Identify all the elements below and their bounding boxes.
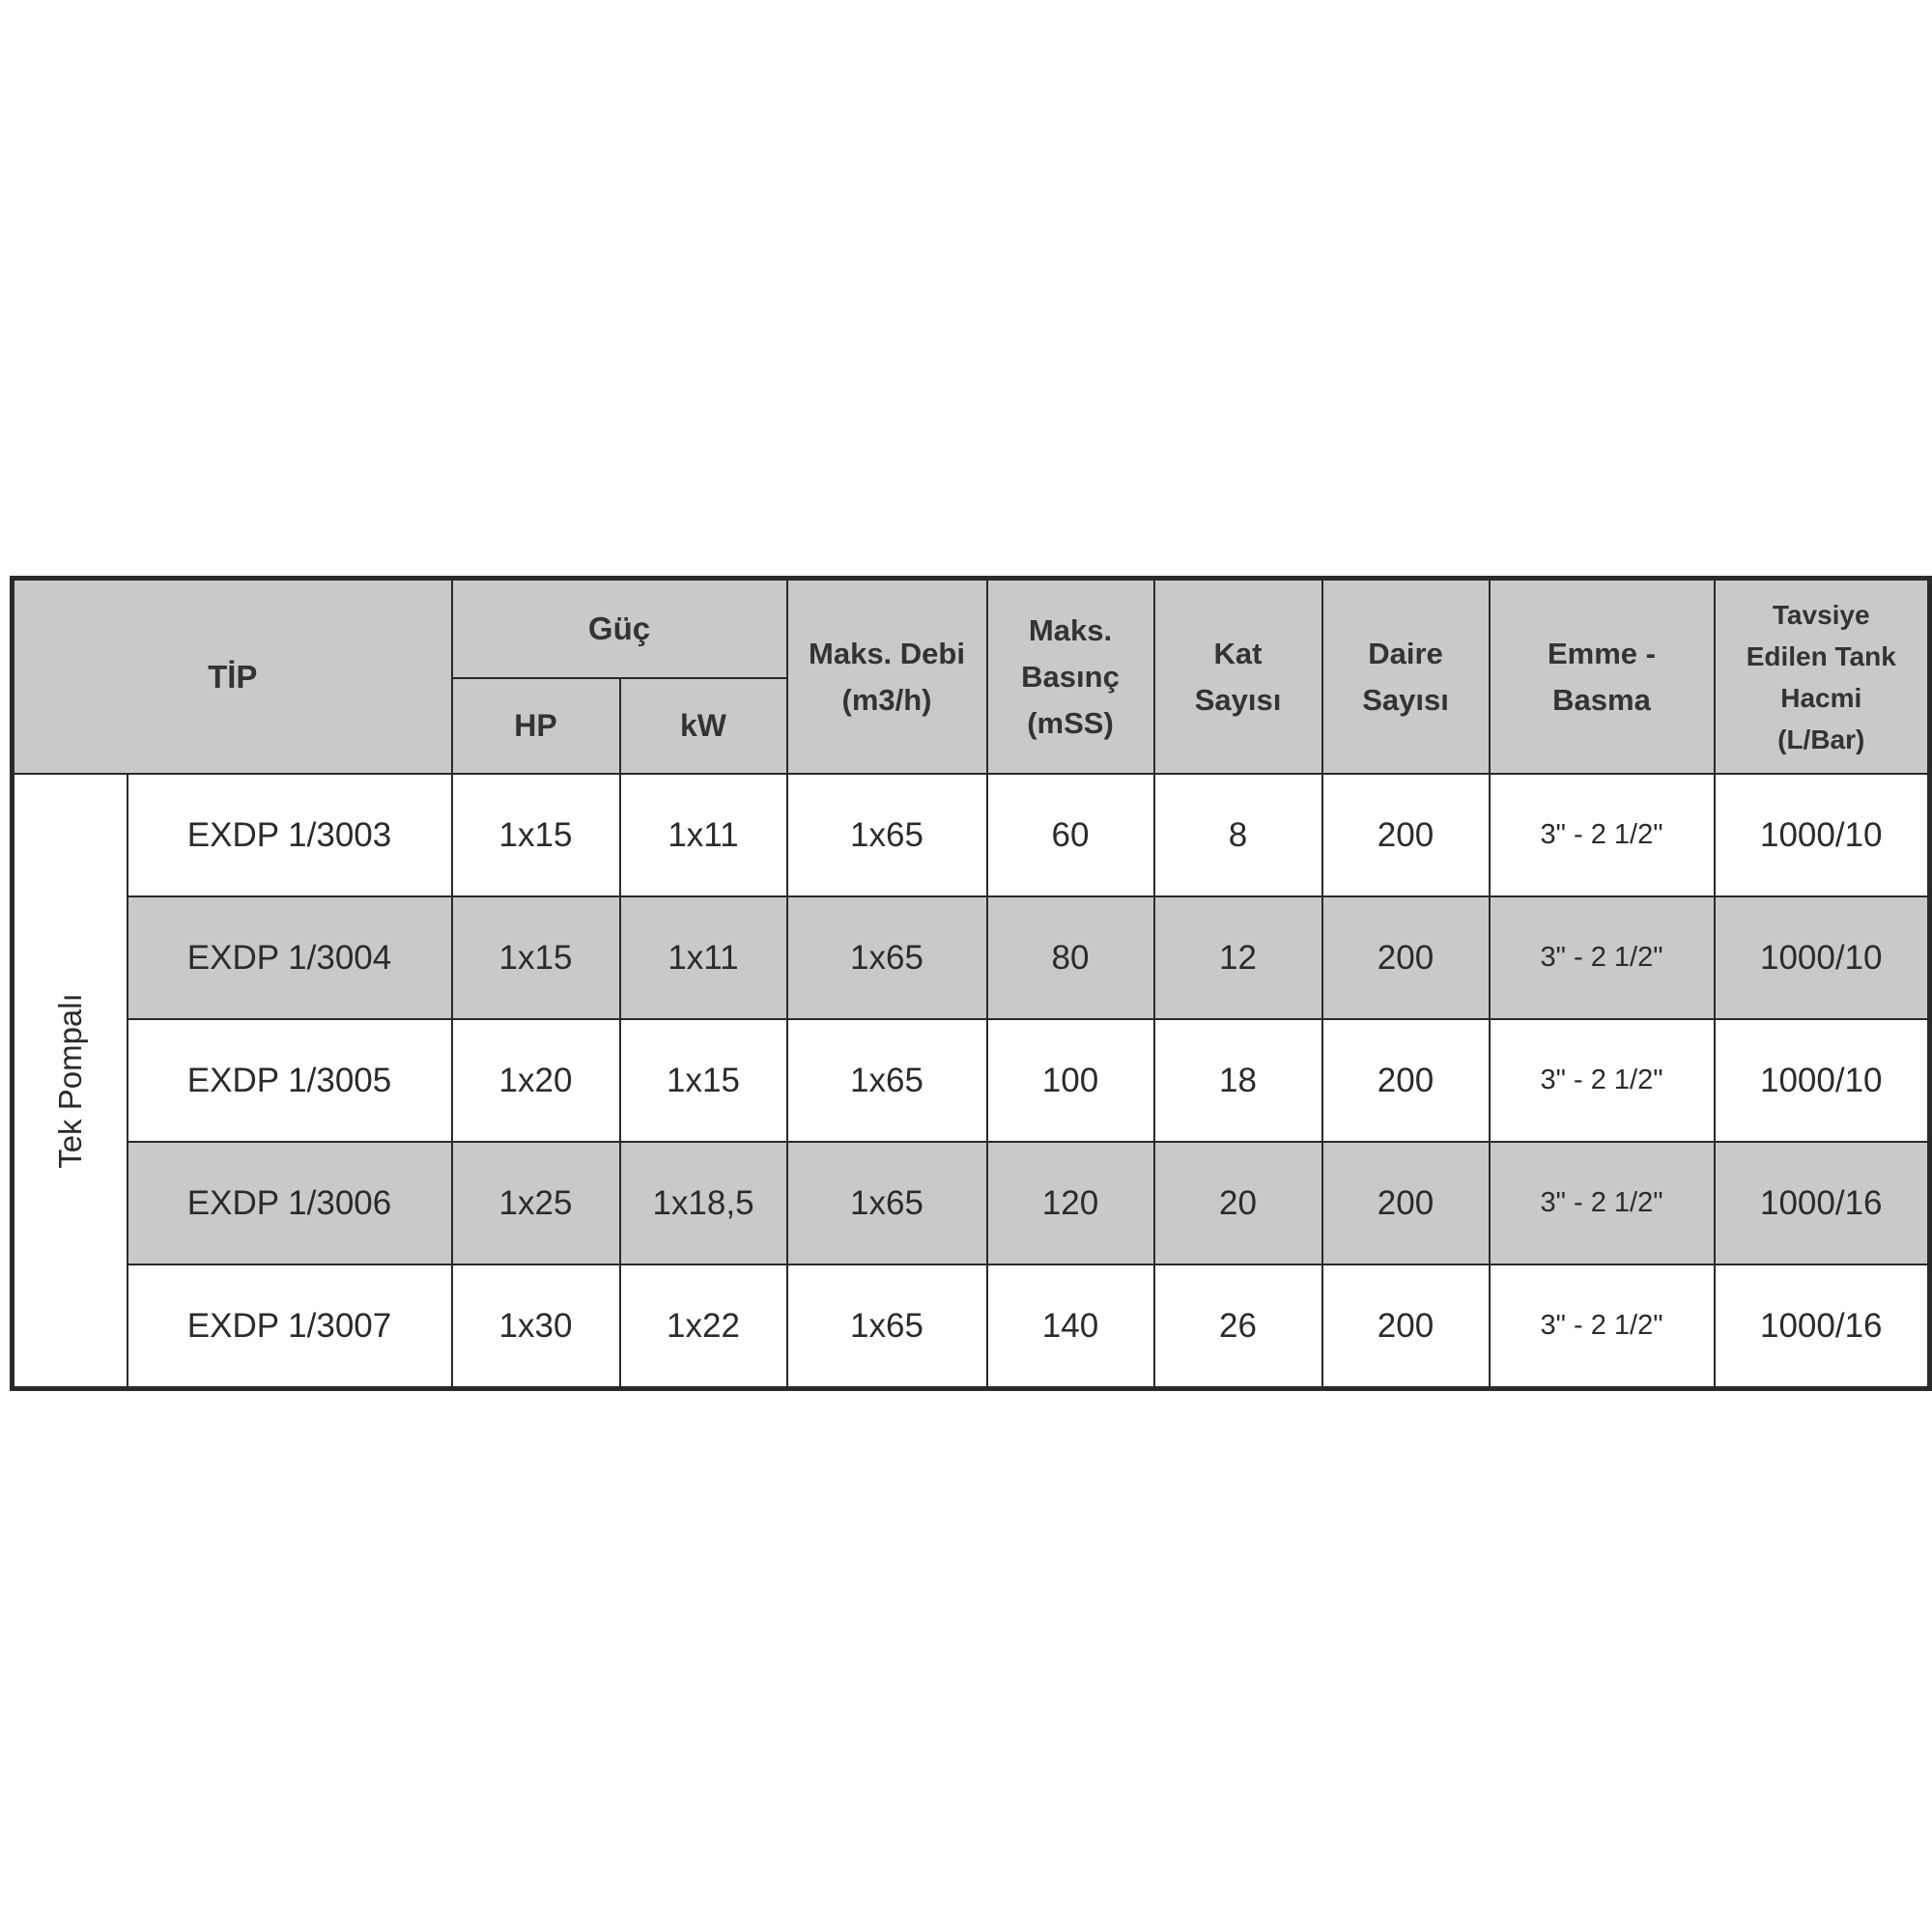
header-suction-discharge-line2: Basma (1552, 682, 1651, 717)
cell-kw: 1x22 (620, 1264, 787, 1389)
cell-model: EXDP 1/3005 (128, 1019, 452, 1142)
cell-model: EXDP 1/3007 (128, 1264, 452, 1389)
header-tip: TİP (13, 579, 452, 775)
header-kw: kW (620, 678, 787, 774)
pump-spec-table (10, 576, 1932, 1391)
cell-recommended-tank: 1000/10 (1715, 1019, 1930, 1142)
cell-kw: 1x11 (620, 774, 787, 896)
cell-max-flow: 1x65 (787, 1142, 987, 1264)
header-recommended-tank-line1: Tavsiye (1772, 599, 1870, 630)
header-recommended-tank-line4: (L/Bar) (1777, 724, 1865, 754)
cell-suction-discharge: 3" - 2 1/2" (1490, 1019, 1715, 1142)
cell-kw: 1x15 (620, 1019, 787, 1142)
header-floor-count-line1: Kat (1213, 636, 1263, 670)
cell-max-flow: 1x65 (787, 1264, 987, 1389)
cell-suction-discharge: 3" - 2 1/2" (1490, 1264, 1715, 1389)
cell-apartment-count: 200 (1322, 1142, 1490, 1264)
table-row (13, 1142, 1930, 1264)
cell-floor-count: 26 (1154, 1264, 1322, 1389)
cell-recommended-tank: 1000/10 (1715, 774, 1930, 896)
cell-model: EXDP 1/3006 (128, 1142, 452, 1264)
cell-max-pressure: 120 (987, 1142, 1154, 1264)
header-recommended-tank-line3: Hacmi (1780, 682, 1862, 713)
cell-max-flow: 1x65 (787, 1019, 987, 1142)
cell-hp: 1x25 (452, 1142, 620, 1264)
header-guc: Güç (452, 579, 787, 679)
table-body (13, 774, 1930, 1389)
cell-model: EXDP 1/3003 (128, 774, 452, 896)
cell-suction-discharge: 3" - 2 1/2" (1490, 896, 1715, 1019)
cell-apartment-count: 200 (1322, 774, 1490, 896)
header-max-pressure-line2: Basınç (1021, 659, 1120, 694)
header-recommended-tank (1715, 579, 1930, 775)
header-max-pressure (987, 579, 1154, 775)
cell-suction-discharge: 3" - 2 1/2" (1490, 1142, 1715, 1264)
cell-recommended-tank: 1000/10 (1715, 896, 1930, 1019)
group-label-single-pump: Tek Pompalı (51, 992, 88, 1169)
header-apartment-count-line2: Sayısı (1362, 682, 1449, 717)
cell-floor-count: 12 (1154, 896, 1322, 1019)
table-row (13, 896, 1930, 1019)
header-max-flow-line2: (m3/h) (841, 682, 932, 717)
cell-kw: 1x11 (620, 896, 787, 1019)
header-floor-count (1154, 579, 1322, 775)
cell-floor-count: 8 (1154, 774, 1322, 896)
table-row (13, 1019, 1930, 1142)
cell-hp: 1x30 (452, 1264, 620, 1389)
cell-floor-count: 18 (1154, 1019, 1322, 1142)
cell-recommended-tank: 1000/16 (1715, 1264, 1930, 1389)
cell-kw: 1x18,5 (620, 1142, 787, 1264)
header-recommended-tank-line2: Edilen Tank (1746, 640, 1896, 671)
header-max-pressure-line1: Maks. (1028, 612, 1113, 647)
table-row (13, 774, 1930, 896)
cell-max-flow: 1x65 (787, 774, 987, 896)
cell-max-pressure: 140 (987, 1264, 1154, 1389)
header-floor-count-line2: Sayısı (1194, 682, 1282, 717)
header-suction-discharge-line1: Emme - (1548, 636, 1656, 670)
header-max-flow (787, 579, 987, 775)
cell-max-flow: 1x65 (787, 896, 987, 1019)
cell-floor-count: 20 (1154, 1142, 1322, 1264)
cell-apartment-count: 200 (1322, 896, 1490, 1019)
header-suction-discharge (1490, 579, 1715, 775)
table-row (13, 1264, 1930, 1389)
group-cell (13, 774, 128, 1389)
cell-apartment-count: 200 (1322, 1019, 1490, 1142)
table-header (13, 579, 1930, 775)
cell-max-pressure: 80 (987, 896, 1154, 1019)
cell-max-pressure: 60 (987, 774, 1154, 896)
header-max-flow-line1: Maks. Debi (809, 636, 965, 670)
header-hp: HP (452, 678, 620, 774)
cell-recommended-tank: 1000/16 (1715, 1142, 1930, 1264)
cell-model: EXDP 1/3004 (128, 896, 452, 1019)
header-apartment-count (1322, 579, 1490, 775)
cell-suction-discharge: 3" - 2 1/2" (1490, 774, 1715, 896)
cell-max-pressure: 100 (987, 1019, 1154, 1142)
header-max-pressure-line3: (mSS) (1027, 705, 1114, 740)
cell-hp: 1x15 (452, 896, 620, 1019)
cell-apartment-count: 200 (1322, 1264, 1490, 1389)
cell-hp: 1x15 (452, 774, 620, 896)
cell-hp: 1x20 (452, 1019, 620, 1142)
header-apartment-count-line1: Daire (1368, 636, 1443, 670)
